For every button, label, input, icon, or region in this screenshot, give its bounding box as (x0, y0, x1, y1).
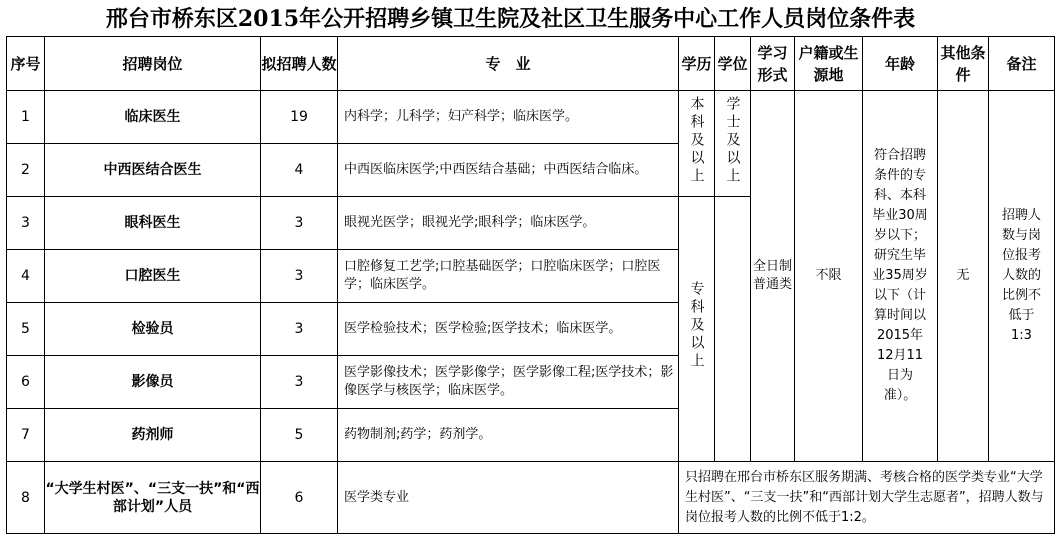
remarks-cell: 招聘人数与岗位报考人数的比例不低于1:3 (989, 91, 1055, 462)
row-post: 影像员 (45, 356, 261, 409)
header-remarks: 备注 (989, 37, 1055, 91)
header-degree: 学位 (715, 37, 751, 91)
row-major: 内科学；儿科学；妇产科学；临床医学。 (338, 91, 679, 144)
household-cell: 不限 (795, 91, 863, 462)
row-post: “大学生村医”、“三支一扶”和“西部计划”人员 (45, 462, 261, 534)
row8-note: 只招聘在邢台市桥东区服务期满、考核合格的医学类专业“大学生村医”、“三支一扶”和“西部计划大学生志愿者”，招聘人数与岗位报考人数的比例不低于1:2。 (679, 462, 1055, 534)
position-table (6, 36, 1055, 534)
row-major: 中西医临床医学;中西医结合基础；中西医结合临床。 (338, 144, 679, 197)
row-index: 2 (7, 144, 45, 197)
row-major: 药物制剂;药学；药剂学。 (338, 409, 679, 462)
header-row (7, 37, 1055, 91)
table-row (7, 91, 1055, 144)
row-post: 口腔医生 (45, 250, 261, 303)
study-form-cell: 全日制普通类 (751, 91, 795, 462)
header-other: 其他条件 (938, 37, 989, 91)
row-post: 眼科医生 (45, 197, 261, 250)
row-index: 8 (7, 462, 45, 534)
header-count: 拟招聘人数 (261, 37, 338, 91)
row-index: 5 (7, 303, 45, 356)
header-age: 年龄 (863, 37, 938, 91)
header-index: 序号 (7, 37, 45, 91)
row-count: 6 (261, 462, 338, 534)
row-major: 口腔修复工艺学;口腔基础医学；口腔临床医学；口腔医学；临床医学。 (338, 250, 679, 303)
education-text-group1: 本科及以上 (688, 95, 705, 186)
header-post: 招聘岗位 (45, 37, 261, 91)
row-major: 医学影像技术；医学影像学；医学影像工程;医学技术；影像医学与核医学；临床医学。 (338, 356, 679, 409)
row-post: 中西医结合医生 (45, 144, 261, 197)
row-major: 眼视光医学；眼视光学;眼科学；临床医学。 (338, 197, 679, 250)
row-count: 3 (261, 197, 338, 250)
row-post: 临床医生 (45, 91, 261, 144)
header-education: 学历 (679, 37, 715, 91)
header-study-form: 学习形式 (751, 37, 795, 91)
page-title: 邢台市桥东区2015年公开招聘乡镇卫生院及社区卫生服务中心工作人员岗位条件表 (105, 6, 916, 32)
row-index: 3 (7, 197, 45, 250)
age-cell: 符合招聘条件的专科、本科毕业30周岁以下；研究生毕业35周岁以下（计算时间以2015年12月11日为准）。 (863, 91, 938, 462)
header-household: 户籍或生源地 (795, 37, 863, 91)
row-count: 19 (261, 91, 338, 144)
degree-cell-group1 (715, 91, 751, 197)
row-count: 3 (261, 356, 338, 409)
row-post: 检验员 (45, 303, 261, 356)
header-major: 专 业 (338, 37, 679, 91)
table-row (7, 462, 1055, 534)
education-text-group2: 专科及以上 (688, 281, 705, 371)
other-cell: 无 (938, 91, 989, 462)
row-index: 1 (7, 91, 45, 144)
education-cell-group2 (679, 197, 715, 462)
degree-cell-group2 (715, 197, 751, 462)
row-count: 4 (261, 144, 338, 197)
row-major: 医学类专业 (338, 462, 679, 534)
row-major: 医学检验技术；医学检验;医学技术；临床医学。 (338, 303, 679, 356)
row-count: 3 (261, 303, 338, 356)
education-cell-group1 (679, 91, 715, 197)
row-count: 5 (261, 409, 338, 462)
row-index: 4 (7, 250, 45, 303)
row-post: 药剂师 (45, 409, 261, 462)
degree-text-group1: 学士及以上 (724, 95, 741, 186)
row-count: 3 (261, 250, 338, 303)
row-index: 6 (7, 356, 45, 409)
row-index: 7 (7, 409, 45, 462)
